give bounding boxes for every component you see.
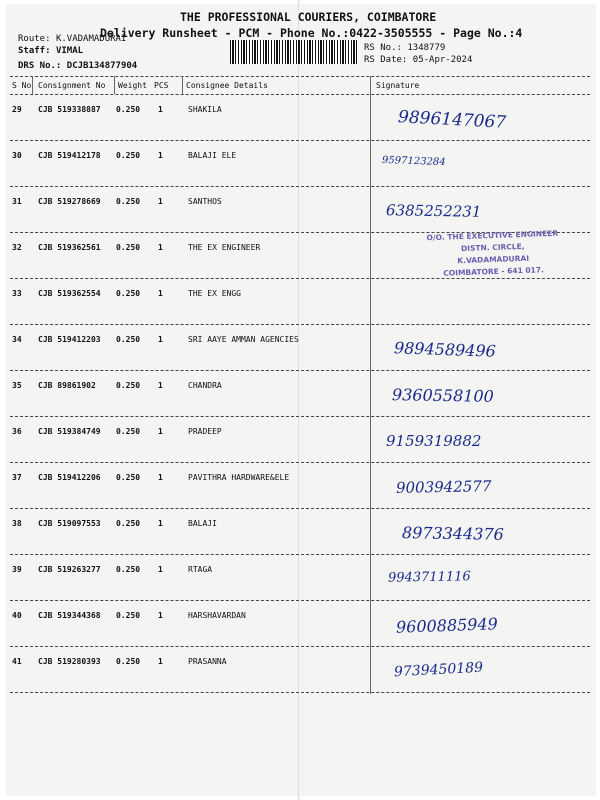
row-signature: 9943711116 [387,569,471,586]
row-weight: 0.250 [116,519,141,528]
row-consignee: SHAKILA [188,105,222,114]
row-pcs: 1 [158,611,163,620]
row-pcs: 1 [158,565,163,574]
table-row [10,464,590,508]
row-pcs: 1 [158,473,163,482]
row-signature: 9739450189 [393,659,484,681]
table-row [10,418,590,462]
table-top-rule [10,76,590,77]
row-pcs: 1 [158,335,163,344]
row-consignment-no: CJB 519362554 [38,289,101,298]
row-weight: 0.250 [116,197,141,206]
row-divider [10,416,590,417]
row-consignment-no: CJB 519097553 [38,519,101,528]
row-consignee: SANTHOS [188,197,222,206]
row-consignee: BALAJI ELE [188,151,237,160]
staff-label: Staff: [18,46,51,56]
page-title: THE PROFESSIONAL COURIERS, COIMBATORE [180,10,437,24]
route-field [18,34,126,44]
row-divider [10,692,590,693]
row-sno: 35 [12,381,22,390]
row-signature: 8973344376 [401,523,504,544]
row-consignee: THE EX ENGG [188,289,241,298]
row-pcs: 1 [158,381,163,390]
row-weight: 0.250 [116,151,141,160]
col-header-consignment: Consignment No [38,81,106,90]
row-sno: 38 [12,519,22,528]
row-sno: 29 [12,105,22,114]
row-signature: 9159319882 [386,432,482,450]
row-weight: 0.250 [116,289,141,298]
row-weight: 0.250 [116,381,141,390]
row-consignment-no: CJB 519412203 [38,335,101,344]
row-signature: 9600885949 [395,614,499,637]
stamp-line: DISTN. CIRCLE, [460,241,525,254]
row-sno: 40 [12,611,22,620]
row-weight: 0.250 [116,427,141,436]
route-value: K.VADAMADURAI [55,34,127,44]
row-weight: 0.250 [116,473,141,482]
col-divider [182,76,183,94]
col-divider [32,76,33,94]
table-row [10,602,590,646]
row-sno: 31 [12,197,22,206]
row-divider [10,646,590,647]
row-consignment-no: CJB 89861902 [38,381,96,390]
row-consignee: PRASANNA [188,657,227,666]
office-stamp [417,227,569,280]
row-signature: 9896147067 [397,107,507,133]
stamp-line: K.VADAMADURAI [457,253,530,266]
row-consignee: PAVITHRA HARDWARE&ELE [188,473,290,482]
row-consignment-no: CJB 519278669 [38,197,101,206]
row-sno: 39 [12,565,22,574]
row-pcs: 1 [158,427,163,436]
row-pcs: 1 [158,243,163,252]
col-header-signature: Signature [376,81,420,90]
page-subtitle: Delivery Runsheet - PCM - Phone No.:0422-3505555 - Page No.:4 [100,26,523,40]
row-consignee: PRADEEP [188,427,222,436]
row-consignment-no: CJB 519344368 [38,611,101,620]
row-consignee: THE EX ENGINEER [188,243,261,252]
row-consignment-no: CJB 519384749 [38,427,101,436]
row-pcs: 1 [158,197,163,206]
rs-date-field [364,55,472,65]
row-weight: 0.250 [116,611,141,620]
row-weight: 0.250 [116,335,141,344]
row-signature: 9003942577 [395,477,492,497]
col-header-consignee: Consignee Details [186,81,268,90]
row-divider [10,554,590,555]
col-divider [114,76,115,94]
row-divider [10,278,590,279]
row-sno: 36 [12,427,22,436]
table-row [10,280,590,324]
row-consignee: RTAGA [188,565,213,574]
row-divider [10,324,590,325]
row-sno: 34 [12,335,22,344]
table-row [10,326,590,370]
row-divider [10,600,590,601]
row-consignment-no: CJB 519280393 [38,657,101,666]
col-header-sno: S No [12,81,32,90]
row-pcs: 1 [158,657,163,666]
table-row [10,188,590,232]
row-divider [10,508,590,509]
row-consignment-no: CJB 519362561 [38,243,101,252]
row-signature: 9894589496 [393,338,497,361]
col-header-pcs: PCS [154,81,169,90]
drs-label: DRS No.: [18,61,62,71]
row-weight: 0.250 [116,565,141,574]
row-consignee: BALAJI [188,519,217,528]
row-sno: 37 [12,473,22,482]
route-label: Route: [18,34,51,44]
row-sno: 33 [12,289,22,298]
table-row [10,372,590,416]
rs-date-value: 05-Apr-2024 [412,55,473,65]
table-row [10,96,590,140]
stamp-line: O/O. THE EXECUTIVE ENGINEER [426,228,559,243]
row-divider [10,186,590,187]
row-sno: 32 [12,243,22,252]
row-consignment-no: CJB 519412178 [38,151,101,160]
row-consignee: SRI AAYE AMMAN AGENCIES [188,335,299,344]
row-signature: 9360558100 [391,385,494,406]
rs-no-value: 1348779 [407,43,446,53]
rs-no-label: RS No.: [364,43,402,53]
drs-field [18,61,137,71]
delivery-table [10,76,590,694]
row-weight: 0.250 [116,105,141,114]
staff-field [18,46,83,56]
row-weight: 0.250 [116,243,141,252]
row-pcs: 1 [158,151,163,160]
header-bottom-rule [10,94,590,95]
staff-value: VIMAL [55,46,84,56]
stamp-line: COIMBATORE - 641 017. [443,265,545,278]
table-row [10,556,590,600]
row-consignment-no: CJB 519263277 [38,565,101,574]
rs-date-label: RS Date: [364,55,408,65]
barcode [230,40,358,64]
row-pcs: 1 [158,289,163,298]
table-row [10,142,590,186]
row-consignee: CHANDRA [188,381,222,390]
row-divider [10,370,590,371]
row-consignment-no: CJB 519412206 [38,473,101,482]
table-row [10,648,590,692]
row-divider [10,140,590,141]
col-header-weight: Weight [118,81,147,90]
row-consignment-no: CJB 519338887 [38,105,101,114]
row-signature: 9597123284 [381,154,446,169]
row-weight: 0.250 [116,657,141,666]
row-pcs: 1 [158,105,163,114]
row-sno: 41 [12,657,22,666]
row-divider [10,462,590,463]
row-sno: 30 [12,151,22,160]
row-consignee: HARSHAVARDAN [188,611,246,620]
rs-no-field [364,43,445,53]
row-pcs: 1 [158,519,163,528]
drs-value: DCJB134877904 [66,61,138,71]
row-signature: 6385252231 [385,201,482,221]
table-row [10,510,590,554]
